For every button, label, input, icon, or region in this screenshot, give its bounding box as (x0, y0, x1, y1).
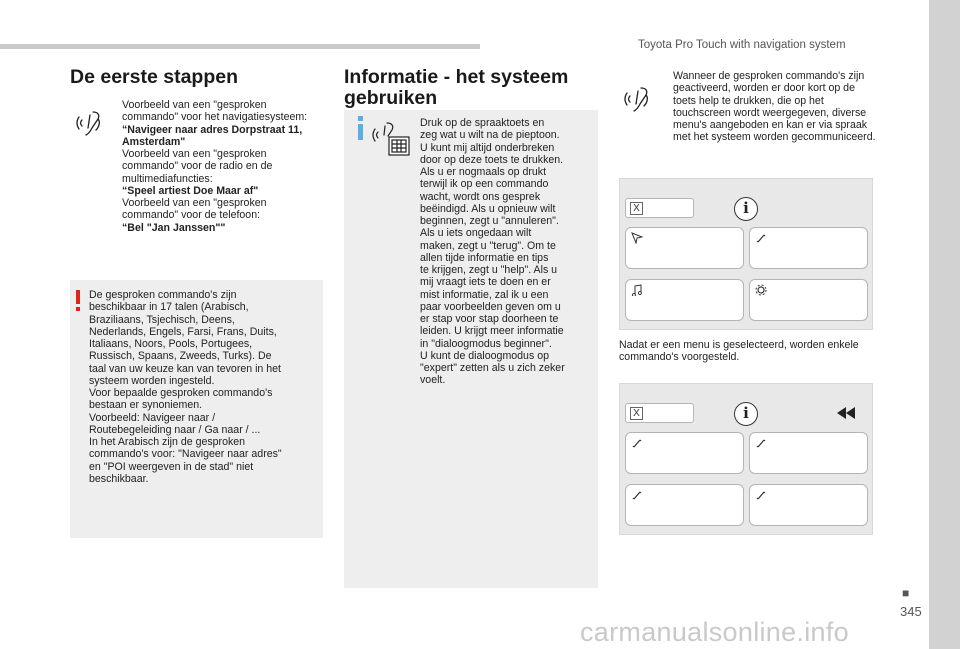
warning-line: In het Arabisch zijn de gesproken (89, 436, 246, 448)
menu-selected-text: Nadat er een menu is geselecteerd, worden enkele commando's voorgesteld. (619, 339, 859, 364)
info-line: er stap voor stap doorheen te (420, 313, 559, 325)
watermark: carmanualsonline.info (580, 617, 849, 647)
info-line: terwijl ik op een commando (420, 178, 549, 191)
phone-icon (755, 437, 767, 449)
phone-icon (631, 437, 643, 449)
phone-example-intro: Voorbeeld van een "gesproken commando" voor de telefoon: (122, 197, 267, 222)
close-icon[interactable]: X (630, 202, 643, 215)
menu-button-navigation[interactable] (625, 227, 744, 269)
navigation-icon (631, 232, 643, 244)
phone-icon (755, 232, 767, 244)
voice-command-icon (624, 84, 658, 114)
music-icon (631, 284, 643, 296)
info-line: mij vraagt iets te doen en er (420, 276, 551, 289)
nav-example-intro: Voorbeeld van een "gesproken commando" voor het navigatiesysteem: (122, 99, 308, 124)
phone-icon (631, 489, 643, 501)
warning-line: Voor bepaalde gesproken commando's (89, 387, 273, 399)
info-line: paar voorbeelden geven om u (420, 300, 561, 313)
command-button[interactable] (625, 484, 744, 526)
header-title: Toyota Pro Touch with navigation system (638, 39, 846, 51)
info-line: "expert" zetten als u zich zeker (420, 362, 565, 374)
warning-line: taal van uw keuze kan van tevoren in het (89, 362, 281, 375)
menu-button-media[interactable] (625, 279, 744, 321)
warning-line: Russisch, Spaans, Zweeds, Turks). De (89, 350, 272, 363)
page-marker: ■ (902, 586, 910, 600)
warning-text (89, 289, 319, 485)
phone-example-command: “Bel "Jan Janssen"" (122, 221, 226, 234)
command-button[interactable] (749, 484, 868, 526)
info-text (420, 117, 595, 387)
info-line: mist informatie, zal ik u een (420, 288, 549, 301)
rewind-icon[interactable] (835, 405, 857, 421)
voice-command-icon (76, 108, 110, 138)
info-line: Als u er nogmaals op drukt (420, 166, 547, 178)
warning-line: Voorbeeld: Navigeer naar / (89, 411, 216, 424)
warning-line: beschikbaar. (89, 472, 149, 485)
warning-line: Nederlands, Engels, Farsi, Frans, Duits, (89, 325, 277, 338)
info-line: in "dialoogmodus beginner". (420, 337, 552, 350)
voice-activation-text: Wanneer de gesproken commando's zijn geactiveerd, worden er door kort op de toets help te drukken, die op het touchscreen wordt weergegeven, diverse menu's aangeboden en kan er via spraak met het systeem worden gecommuniceerd. (673, 70, 876, 144)
screen-title-bar (625, 403, 694, 423)
info-line: U kunt de dialoogmodus op (420, 349, 549, 362)
radio-example-command: “Speel artiest Doe Maar af" (122, 184, 259, 197)
phone-icon (755, 489, 767, 501)
info-line: zeg wat u wilt na de pieptoon. (420, 129, 560, 142)
warning-line: De gesproken commando's zijn (89, 289, 237, 301)
warning-icon (76, 290, 80, 304)
header-rule (0, 44, 480, 49)
info-line: Druk op de spraaktoets en (420, 117, 545, 129)
info-line: te krijgen, zegt u "help". Als u (420, 264, 558, 276)
warning-line: commando's voor: "Navigeer naar adres" (89, 448, 282, 461)
section-heading-system-info: Informatie - het systeem gebruiken (344, 66, 569, 109)
info-line: beginnen, zegt u "annuleren". (420, 215, 559, 227)
screen-title-bar (625, 198, 694, 218)
warning-line: en "POI weergeven in de stad" niet (89, 460, 254, 473)
voice-command-examples (122, 99, 322, 234)
info-line: leiden. U krijgt meer informatie (420, 325, 564, 338)
section-heading-first-steps: De eerste stappen (70, 66, 238, 88)
info-line: U kunt mij altijd onderbreken (420, 141, 555, 154)
command-button[interactable] (749, 432, 868, 474)
info-line: voelt. (420, 374, 446, 387)
info-line: Als u iets ongedaan wilt (420, 227, 532, 240)
warning-line: Routebegeleiding naar / Ga naar / ... (89, 423, 261, 436)
menu-button-settings[interactable] (749, 279, 868, 321)
warning-line: systeem worden ingesteld. (89, 374, 215, 387)
menu-screen-main (619, 178, 873, 330)
warning-line: Italiaans, Noors, Pools, Portugees, (89, 338, 253, 350)
menu-screen-commands (619, 383, 873, 535)
close-icon[interactable]: X (630, 407, 643, 420)
info-icon (350, 116, 372, 144)
voice-command-button-icon (372, 118, 412, 160)
info-line: maken, zegt u "terug". Om te (420, 239, 556, 252)
info-icon[interactable]: i (734, 402, 758, 426)
info-line: door op deze toets te drukken. (420, 153, 564, 166)
warning-line: beschikbaar in 17 talen (Arabisch, (89, 301, 249, 314)
page-number: 345 (900, 604, 922, 619)
settings-icon (755, 284, 767, 296)
info-icon[interactable]: i (734, 197, 758, 221)
command-button[interactable] (625, 432, 744, 474)
nav-example-command: “Navigeer naar adres Dorpstraat 11, Amsterdam" (122, 123, 303, 148)
info-line: allen tijde informatie en tips (420, 251, 549, 264)
warning-line: bestaan er synoniemen. (89, 399, 203, 412)
page-edge-strip (929, 0, 960, 649)
info-line: wacht, wordt ons gesprek (420, 190, 541, 203)
radio-example-intro: Voorbeeld van een "gesproken commando" voor de radio en de multimediafuncties: (122, 148, 273, 185)
menu-button-phone[interactable] (749, 227, 868, 269)
warning-line: Braziliaans, Tsjechisch, Deens, (89, 313, 235, 326)
info-line: beëindigd. Als u opnieuw wilt (420, 202, 556, 215)
